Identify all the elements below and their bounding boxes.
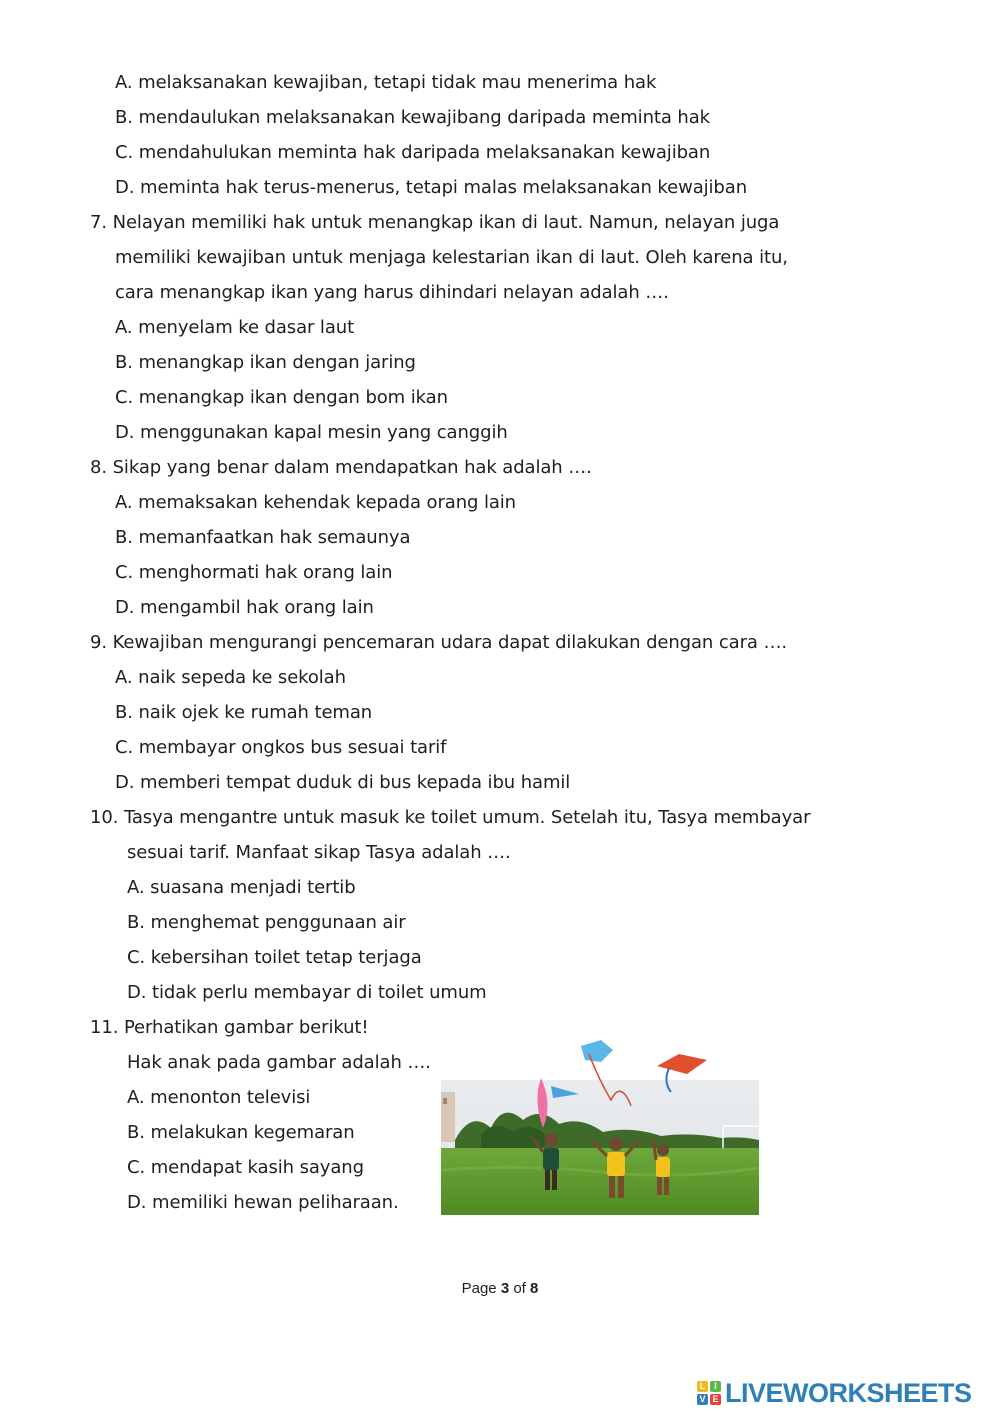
q10-option-b: B. menghemat penggunaan air bbox=[127, 912, 406, 933]
q7-option-b: B. menangkap ikan dengan jaring bbox=[115, 352, 416, 373]
q9-option-d: D. memberi tempat duduk di bus kepada ibu hamil bbox=[115, 772, 571, 793]
q8-question: 8. Sikap yang benar dalam mendapatkan hak adalah …. bbox=[90, 457, 592, 478]
liveworksheets-watermark bbox=[697, 1378, 972, 1408]
q11-option-d: D. memiliki hewan peliharaan. bbox=[127, 1192, 399, 1213]
q8-option-b: B. memanfaatkan hak semaunya bbox=[115, 527, 411, 548]
liveworksheets-wordmark: LIVEWORKSHEETS bbox=[725, 1377, 972, 1408]
q6-option-b: B. mendaulukan melaksanakan kewajibang daripada meminta hak bbox=[115, 107, 710, 128]
footer-page-label: Page bbox=[461, 1280, 497, 1297]
q6-option-a: A. melaksanakan kewajiban, tetapi tidak mau menerima hak bbox=[115, 72, 657, 93]
q9-option-a: A. naik sepeda ke sekolah bbox=[115, 667, 346, 688]
q7-question-line-1: 7. Nelayan memiliki hak untuk menangkap ikan di laut. Namun, nelayan juga bbox=[90, 212, 780, 233]
q7-option-d: D. menggunakan kapal mesin yang canggih bbox=[115, 422, 508, 443]
footer-of-label: of bbox=[513, 1280, 526, 1297]
q10-option-a: A. suasana menjadi tertib bbox=[127, 877, 356, 898]
q8-option-d: D. mengambil hak orang lain bbox=[115, 597, 374, 618]
q7-question-line-3: cara menangkap ikan yang harus dihindari nelayan adalah …. bbox=[115, 282, 669, 303]
footer-total-pages: 8 bbox=[530, 1280, 539, 1297]
q7-question-line-2: memiliki kewajiban untuk menjaga kelestarian ikan di laut. Oleh karena itu, bbox=[115, 247, 788, 268]
page-footer bbox=[0, 1280, 1000, 1297]
liveworksheets-logo-icon: L I V E bbox=[697, 1381, 721, 1405]
q11-option-a: A. menonton televisi bbox=[127, 1087, 311, 1108]
q11-option-c: C. mendapat kasih sayang bbox=[127, 1157, 364, 1178]
q10-question-line-2: sesuai tarif. Manfaat sikap Tasya adalah …. bbox=[127, 842, 511, 863]
q10-option-c: C. kebersihan toilet tetap terjaga bbox=[127, 947, 422, 968]
q10-question-line-1: 10. Tasya mengantre untuk masuk ke toilet umum. Setelah itu, Tasya membayar bbox=[90, 807, 811, 828]
q11-question: 11. Perhatikan gambar berikut! bbox=[90, 1017, 369, 1038]
q8-option-a: A. memaksakan kehendak kepada orang lain bbox=[115, 492, 516, 513]
q8-option-c: C. menghormati hak orang lain bbox=[115, 562, 393, 583]
kite-flying-photo bbox=[441, 1040, 759, 1215]
q6-option-c: C. mendahulukan meminta hak daripada melaksanakan kewajiban bbox=[115, 142, 711, 163]
footer-current-page: 3 bbox=[500, 1280, 510, 1297]
q9-option-c: C. membayar ongkos bus sesuai tarif bbox=[115, 737, 447, 758]
q6-option-d: D. meminta hak terus-menerus, tetapi malas melaksanakan kewajiban bbox=[115, 177, 747, 198]
q7-option-a: A. menyelam ke dasar laut bbox=[115, 317, 355, 338]
q9-question: 9. Kewajiban mengurangi pencemaran udara dapat dilakukan dengan cara …. bbox=[90, 632, 787, 653]
q10-option-d: D. tidak perlu membayar di toilet umum bbox=[127, 982, 487, 1003]
q7-option-c: C. menangkap ikan dengan bom ikan bbox=[115, 387, 448, 408]
q11-prompt: Hak anak pada gambar adalah …. bbox=[127, 1052, 431, 1073]
q9-option-b: B. naik ojek ke rumah teman bbox=[115, 702, 373, 723]
q11-option-b: B. melakukan kegemaran bbox=[127, 1122, 355, 1143]
